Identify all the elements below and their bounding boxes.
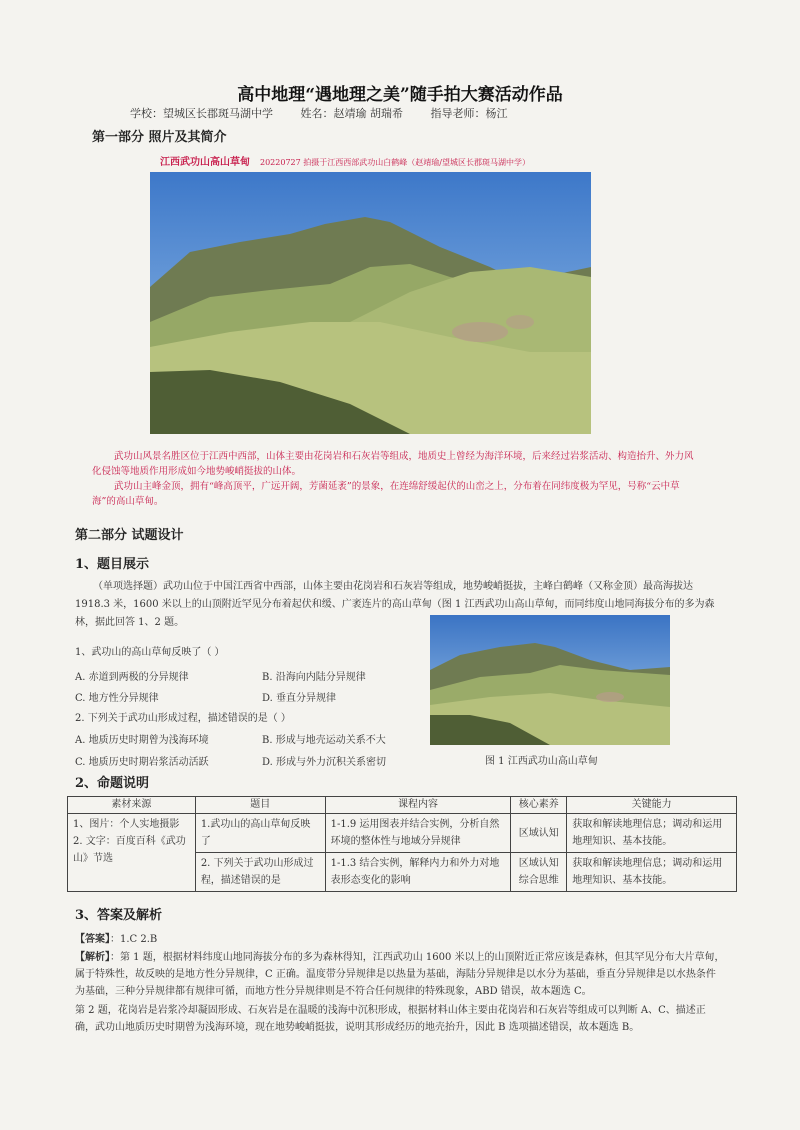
table-header: 课程内容	[325, 797, 511, 814]
intro-paragraph: 武功山主峰金顶，拥有“峰高顶平，广远开阔，芳菌延袤”的景象，在连绵舒缓起伏的山峦之上，分布着在同纬度极为罕见，号称“云中草海”的高山草甸。	[92, 481, 680, 507]
q2-option-d: D. 形成与外力沉积关系密切	[262, 757, 387, 768]
question-intro: （单项选择题）武功山位于中国江西省中西部，山体主要由花岗岩和石灰岩等组成，地势峻峭挺拔，主峰白鹤峰（又称金顶）最高海拔达 1918.3 米，1600 米以上的山顶附近罕见分布着起伏和缓、广袤连片的高山草甸（图 1 江西武功山高山草甸，而同纬度山地同海拔分布的多为森林，据此回答 1、2 题。	[75, 581, 715, 628]
q1-option-b: B. 沿海向内陆分异规律	[262, 672, 366, 683]
photo-caption	[160, 153, 530, 168]
source-item: 2. 文字：百度百科《武功山》节选	[73, 836, 186, 864]
section-question-display: 1、题目展示	[75, 557, 150, 572]
figure-1-caption: 图 1 江西武功山高山草甸	[485, 756, 598, 767]
q1-option-a: A. 赤道到两极的分异规律	[75, 672, 189, 683]
material-source-cell	[68, 814, 196, 892]
section-design-notes: 2、命题说明	[75, 776, 150, 791]
q2-option-b: B. 形成与地壳运动关系不大	[262, 735, 386, 746]
question-1: 1、武功山的高山草甸反映了（ ）	[75, 647, 225, 658]
ability-cell: 获取和解读地理信息；调动和运用地理知识、基本技能。	[567, 814, 737, 853]
table-header: 关键能力	[567, 797, 737, 814]
ability-cell: 获取和解读地理信息；调动和运用地理知识、基本技能。	[567, 853, 737, 892]
table-header: 核心素养	[511, 797, 567, 814]
q1-option-d: D. 垂直分异规律	[262, 693, 337, 704]
school-label: 学校：望城区长郡斑马湖中学	[130, 107, 273, 120]
design-table	[67, 796, 737, 892]
mountain-meadow-photo	[150, 172, 591, 434]
part2-heading: 第二部分 试题设计	[75, 528, 184, 543]
content-cell: 1-1.9 运用图表并结合实例，分析自然环境的整体性与地域分异规律	[325, 814, 511, 853]
analysis-paragraph-1	[75, 949, 725, 1000]
analysis-text-1: ：第 1 题，根据材料纬度山地同海拔分布的多为森林得知，江西武功山 1600 米以上的山顶附近正常应该是森林，但其罕见分布大片草甸，属于特殊性，故反映的是地方性分异规律，C 正确。温度带分异规律是以热量为基础，海陆分异规律是以水分为基础，垂直分异规律是以水热条件为基础，三种分异规律都有规律可循，而地方性分异规律则是不符合任何规律的特殊现象，ABD 错误，故本题选 C。	[75, 952, 725, 997]
analysis-block	[75, 949, 725, 1038]
photo-caption-note: 20220727 拍摄于江西西部武功山白鹤峰（赵靖瑜/望城区长郡斑马湖中学）	[260, 158, 530, 167]
names-label: 姓名：赵靖瑜 胡瑞希	[300, 107, 403, 120]
q1-option-c: C. 地方性分异规律	[75, 693, 159, 704]
table-header: 题目	[195, 797, 325, 814]
author-info	[130, 105, 532, 121]
analysis-paragraph-2: 第 2 题，花岗岩是岩浆冷却凝固形成、石灰岩是在温暖的浅海中沉积形成，根据材料山体主要由花岗岩和石灰岩等组成可以判断 A、C、描述正确，武功山地质历史时期曾为浅海环境，现在地势峻峭挺拔，说明其形成经历的地壳抬升，因此 B 选项描述错误，故本题选 B。	[75, 1005, 706, 1033]
figure-1-photo	[430, 615, 670, 745]
q2-option-a: A. 地质历史时期曾为浅海环境	[75, 735, 209, 746]
page-title: 高中地理“遇地理之美”随手拍大赛活动作品	[237, 85, 563, 105]
photo-introduction	[92, 449, 702, 509]
answer-text: ：1.C 2.B	[110, 934, 158, 945]
question-2: 2. 下列关于武功山形成过程，描述错误的是（ ）	[75, 713, 291, 724]
source-item: 1、图片：个人实地摄影	[73, 819, 180, 830]
q2-option-c: C. 地质历史时期岩浆活动活跃	[75, 757, 209, 768]
photo-caption-title: 江西武功山高山草甸	[160, 157, 250, 168]
answer-label: 【答案】	[75, 934, 110, 945]
literacy-cell: 区域认知 综合思维	[511, 853, 567, 892]
intro-paragraph: 武功山风景名胜区位于江西中西部，山体主要由花岗岩和石灰岩等组成，地质史上曾经为海洋环境，后来经过岩浆活动、构造抬升、外力风化侵蚀等地质作用形成如今地势峻峭挺拔的山体。	[92, 451, 694, 477]
analysis-label: 【解析】	[75, 952, 110, 963]
literacy-cell: 区域认知	[511, 814, 567, 853]
table-row	[68, 814, 737, 853]
question-cell: 1.武功山的高山草甸反映了	[195, 814, 325, 853]
table-header: 素材来源	[68, 797, 196, 814]
section-answers: 3、答案及解析	[75, 908, 163, 923]
teacher-label: 指导老师：杨江	[430, 107, 508, 120]
table-header-row	[68, 797, 737, 814]
answer-line	[75, 930, 157, 945]
content-cell: 1-1.3 结合实例，解释内力和外力对地表形态变化的影响	[325, 853, 511, 892]
part1-heading: 第一部分 照片及其简介	[92, 130, 227, 145]
question-cell: 2. 下列关于武功山形成过程，描述错误的是	[195, 853, 325, 892]
